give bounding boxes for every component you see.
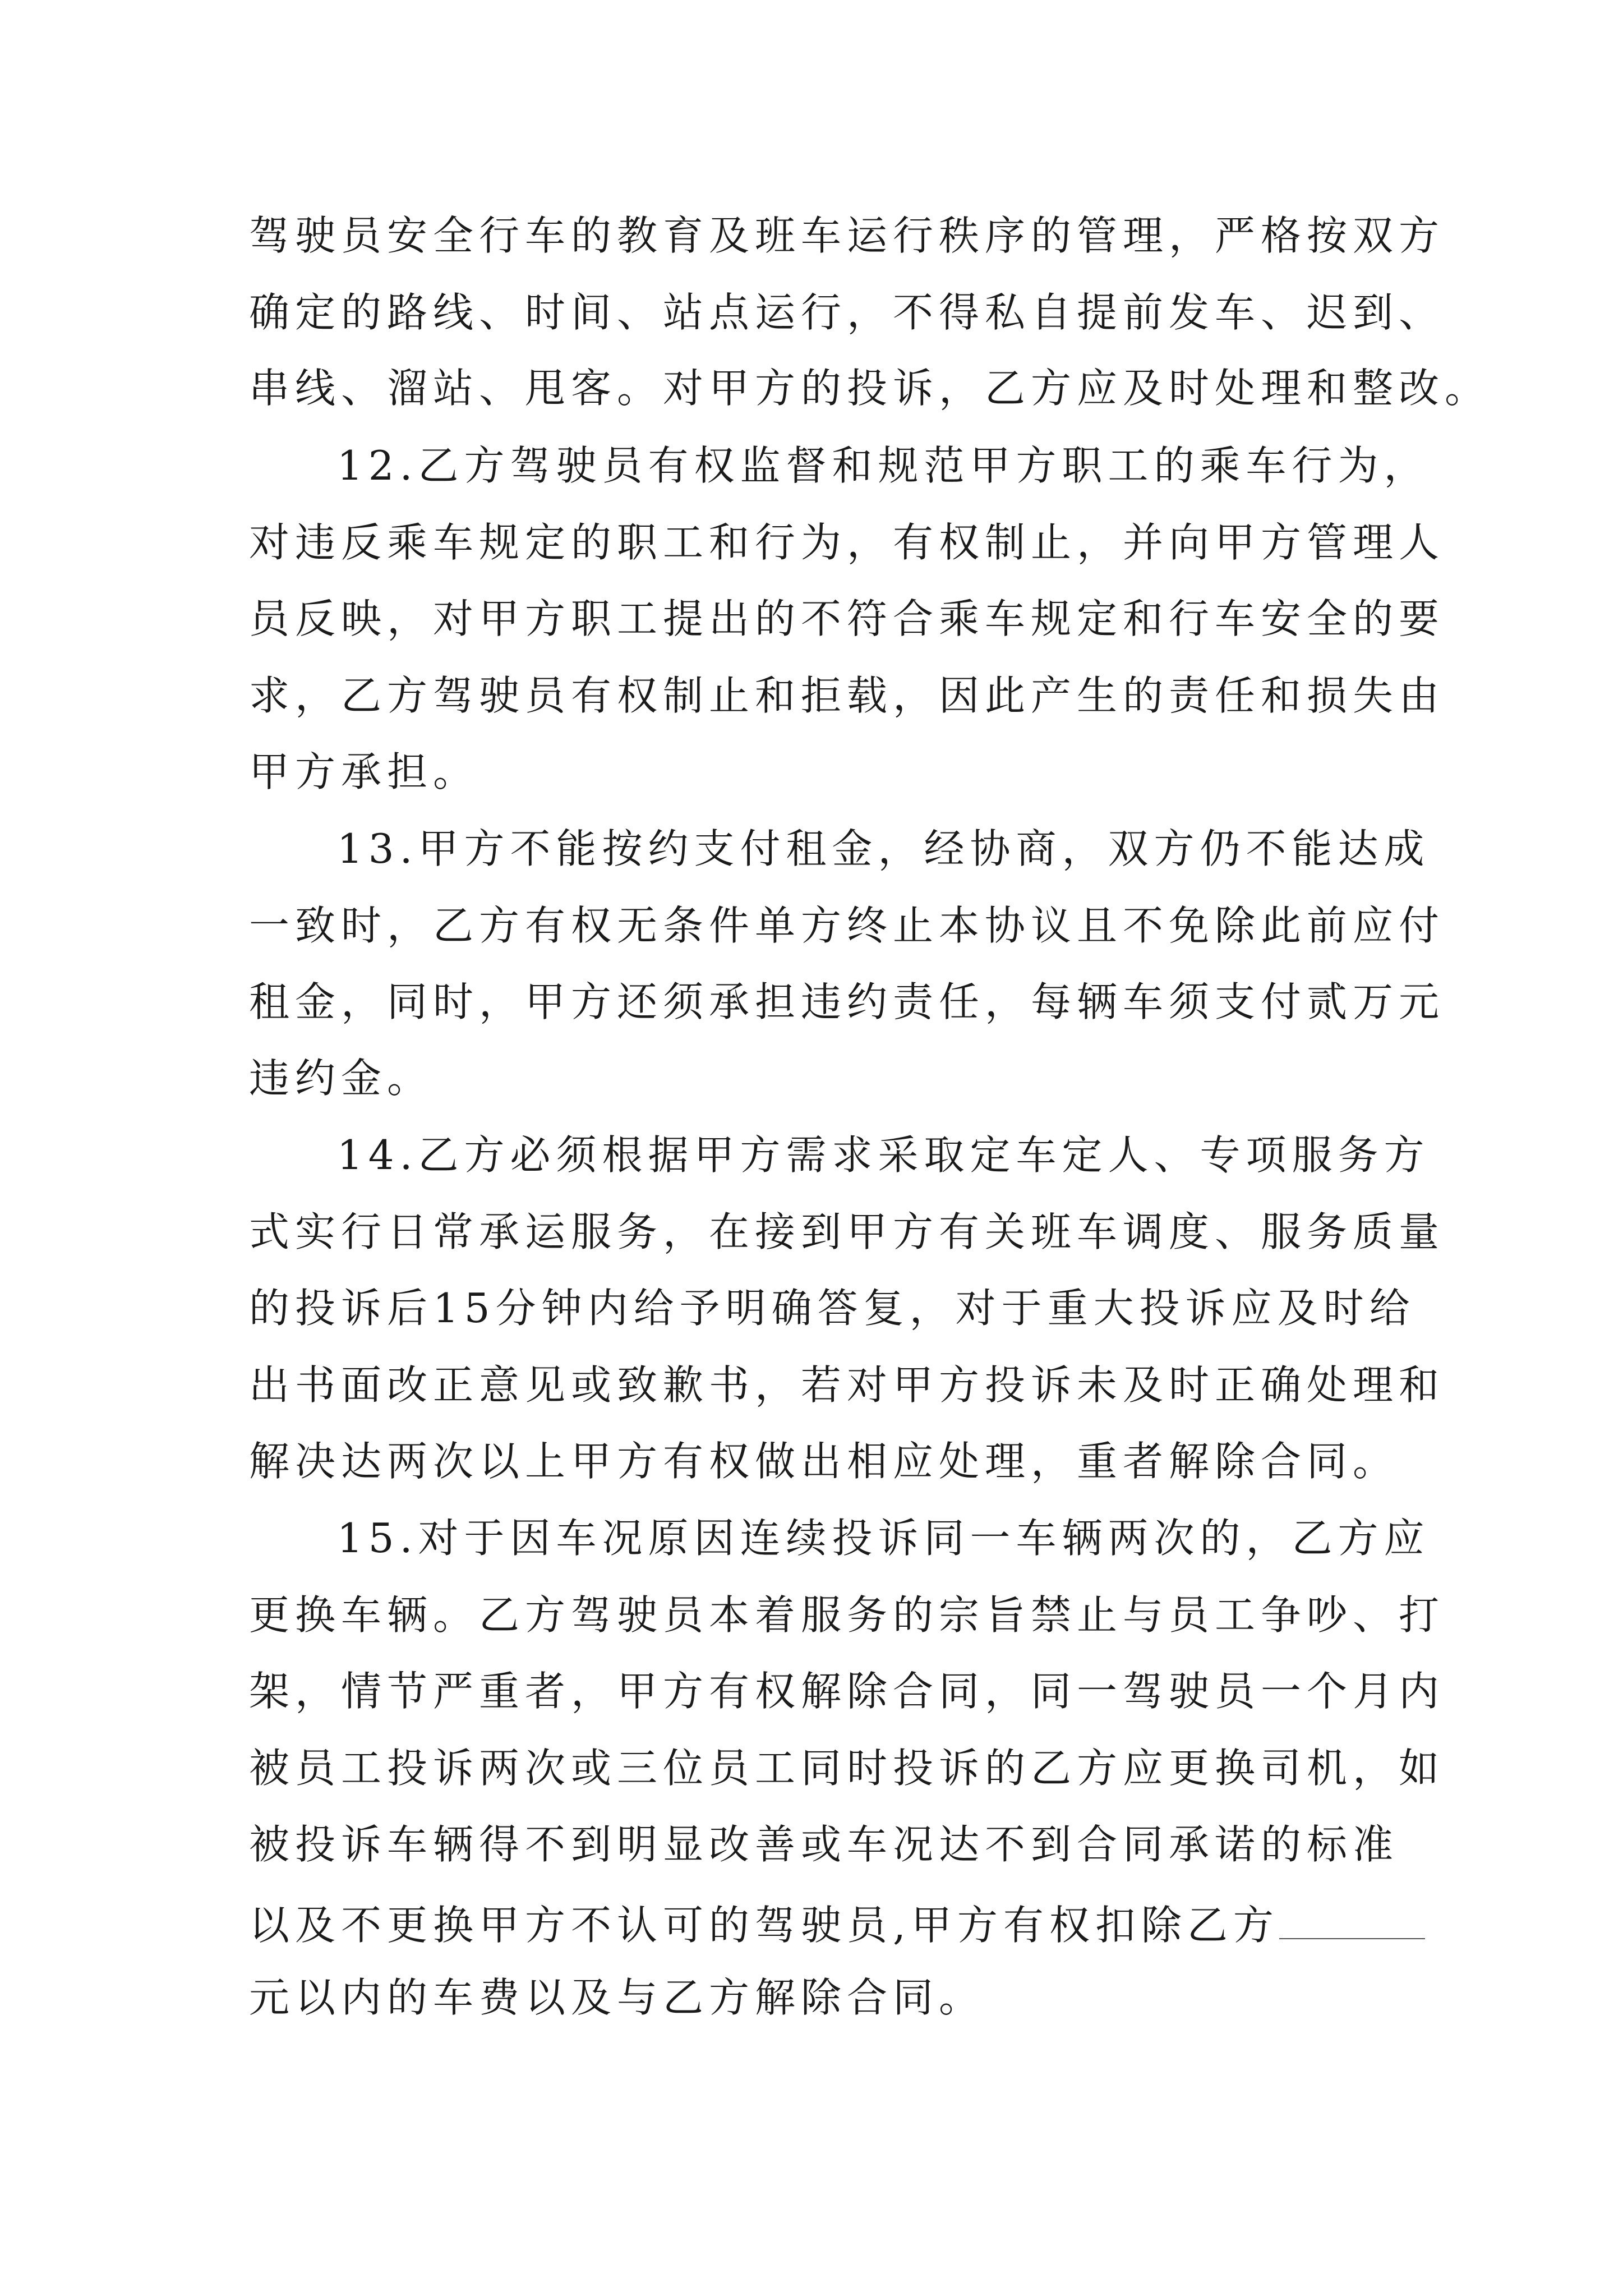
text-line: 确定的路线、时间、站点运行，不得私自提前发车、迟到、: [249, 289, 1445, 336]
text-line: 被投诉车辆得不到明显改善或车况达不到合同承诺的标准: [249, 1821, 1399, 1868]
clause-15-start: 15.对于因车况原因连续投诉同一车辆两次的，乙方应: [337, 1515, 1430, 1562]
text-line: 租金，同时，甲方还须承担违约责任，每辆车须支付贰万元: [249, 978, 1445, 1025]
clause-13-start: 13.甲方不能按约支付租金，经协商，双方仍不能达成: [337, 825, 1430, 872]
text-line: 架，情节严重者，甲方有权解除合同，同一驾驶员一个月内: [249, 1668, 1445, 1715]
text-line: 一致时，乙方有权无条件单方终止本协议且不免除此前应付: [249, 902, 1445, 949]
text-line: 对违反乘车规定的职工和行为，有权制止，并向甲方管理人: [249, 519, 1445, 566]
text-line: 的投诉后15分钟内给予明确答复，对于重大投诉应及时给: [249, 1285, 1415, 1332]
text-line: 求，乙方驾驶员有权制止和拒载，因此产生的责任和损失由: [249, 672, 1445, 719]
text-line: 出书面改正意见或致歉书，若对甲方投诉未及时正确处理和: [249, 1361, 1445, 1409]
text-line: 式实行日常承运服务，在接到甲方有关班车调度、服务质量: [249, 1208, 1445, 1255]
text-line: 被员工投诉两次或三位员工同时投诉的乙方应更换司机，如: [249, 1745, 1445, 1792]
text-line: 甲方承担。: [249, 748, 479, 795]
text-line: 员反映，对甲方职工提出的不符合乘车规定和行车安全的要: [249, 595, 1445, 642]
text-line: 违约金。: [249, 1055, 434, 1102]
text-line: 解决达两次以上甲方有权做出相应处理，重者解除合同。: [249, 1438, 1399, 1485]
text-line: 驾驶员安全行车的教育及班车运行秩序的管理，严格按双方: [249, 212, 1445, 259]
text-line: 更换车辆。乙方驾驶员本着服务的宗旨禁止与员工争吵、打: [249, 1591, 1445, 1639]
text-line: 串线、溜站、甩客。对甲方的投诉，乙方应及时处理和整改。: [249, 365, 1491, 412]
text-line: 元以内的车费以及与乙方解除合同。: [249, 1974, 985, 2021]
fill-in-blank: [1279, 1893, 1425, 1939]
text-line-with-blank: [249, 1893, 1425, 1949]
clause-14-start: 14.乙方必须根据甲方需求采取定车定人、专项服务方: [337, 1131, 1430, 1179]
text-line-segment: 以及不更换甲方不认可的驾驶员,甲方有权扣除乙方: [249, 1902, 1279, 1949]
clause-12-start: 12.乙方驾驶员有权监督和规范甲方职工的乘车行为，: [337, 442, 1430, 489]
